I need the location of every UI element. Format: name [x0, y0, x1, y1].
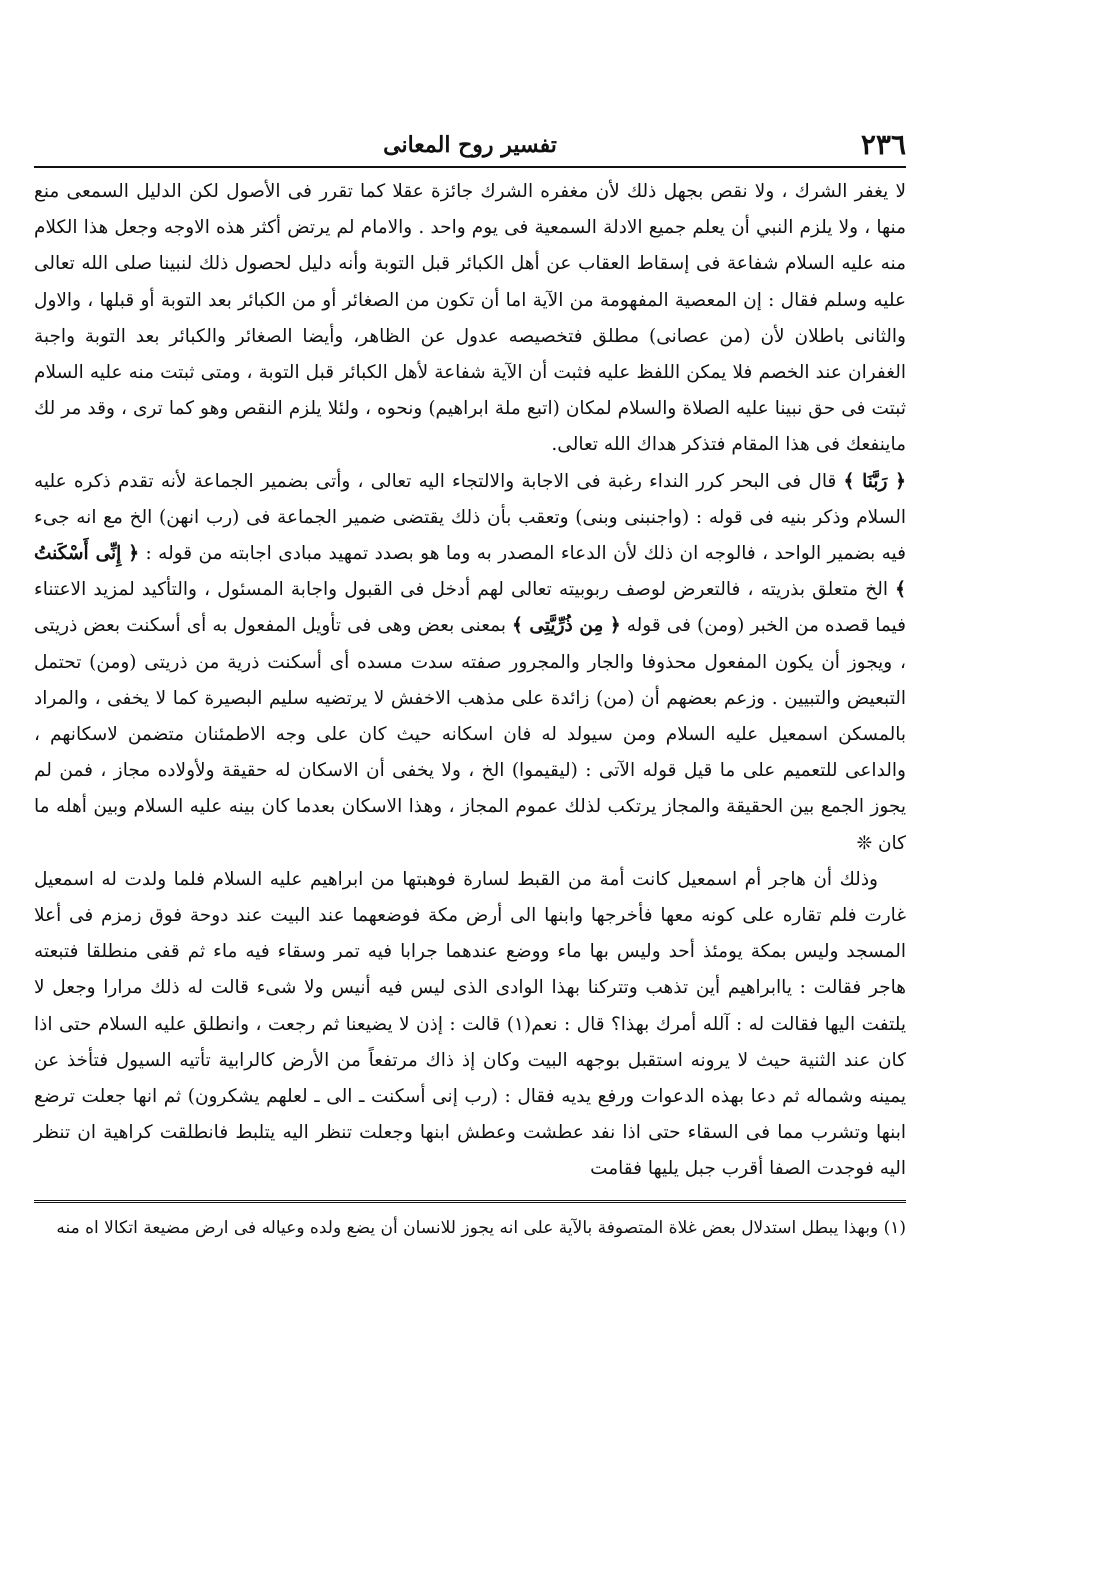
paragraph-2-text-a: قال فى البحر كرر النداء رغبة فى الاجابة والالتجاء اليه تعالى ، وأتى بضمير الجماعة لأنه تقدم ذكره عليه السلام وذكر بنيه فى قوله : (واجنبنى وبنى) وتعقب بأن ذلك يقتضى ضمير الجماعة فى (رب انهن) الخ مع انه جىء فيه بضمير الواحد ، فالوجه ان ذلك لأن الدعاء المصدر به وما هو بصدد تمهيد مبادى اجابته من قوله :: [34, 470, 906, 565]
footnote: [34, 1211, 906, 1245]
verse-inni-askantu: ﴿ إِنِّى أَسْكَنتُ ﴾: [34, 543, 906, 601]
page-number: ٢٣٦: [860, 128, 906, 161]
header-title: تفسير روح المعانى: [383, 132, 557, 158]
paragraph-3: وذلك أن هاجر أم اسمعيل كانت أمة من القبط لسارة فوهبتها من ابراهيم عليه السلام فلما ولدت له اسمعيل غارت فلم تقاره على كونه معها فأخرجها وابنها الى أرض مكة فوضعهما عند البيت عند دوحة فوق زمزم فى أعلا المسجد وليس بمكة يومئذ أحد وليس بها ماء ووضع عندهما جرابا فيه تمر وسقاء فيه ماء ثم قفى منطلقا فتبعته هاجر فقالت : ياابراهيم أين تذهب وتتركنا بهذا الوادى الذى ليس فيه أنيس ولا شىء قالت له ذلك مرارا وجعل لا يلتفت اليها فقالت له : آلله أمرك بهذا؟ قال : نعم(١) قالت : إذن لا يضيعنا ثم رجعت ، وانطلق عليه السلام حتى اذا كان عند الثنية حيث لا يرونه استقبل بوجهه البيت وكان إذ ذاك مرتفعاً من الأرض كالرابية تأتيه السيول فتأخذ عن يمينه وشماله ثم دعا بهذه الدعوات ورفع يديه فقال : (رب إنى أسكنت ـ الى ـ لعلهم يشكرون) ثم انها جعلت ترضع ابنها وتشرب مما فى السقاء حتى اذا نفد عطشت وعطش ابنها وجعلت تنظر اليه يتلبط فانطلقت كراهية ان تنظر اليه فوجدت الصفا أقرب جبل يليها فقامت: [34, 868, 906, 1180]
footnote-rule: [34, 1200, 906, 1203]
verse-min-dhurriyyati: ﴿ مِن ذُرِّيَّتِى ﴾: [512, 615, 621, 637]
paragraph-2-text-c: بمعنى بعض وهى فى تأويل المفعول به أى أسكنت بعض ذريتى ، ويجوز أن يكون المفعول محذوفا والجار والمجرور صفته سدت مسده أى أسكنت ذرية من ذريتى (ومن) تحتمل التبعيض والتبيين . وزعم بعضهم أن (من) زائدة على مذهب الاخفش لا يرتضيه سليم البصيرة كما لا يخفى ، والمراد بالمسكن اسمعيل عليه السلام ومن سيولد له فان اسكانه حيث كان على وجه الاطمئنان متضمن لاسكانهم ، والداعى للتعميم على ما قيل قوله الآتى : (ليقيموا) الخ ، ولا يخفى أن الاسكان له حقيقة ولأولاده مجاز ، فمن لم يجوز الجمع بين الحقيقة والمجاز يرتكب لذلك عموم المجاز ، وهذا الاسكان بعدما كان بينه عليه السلام وبين أهله ما كان ❊: [34, 615, 906, 854]
footnote-text: (١) وبهذا يبطل استدلال بعض غلاة المتصوفة بالآية على انه يجوز للانسان أن يضع ولده وعياله فى ارض مضيعة اتكالا اه منه: [56, 1217, 906, 1238]
header-rule: [34, 166, 906, 168]
paragraph-1: لا يغفر الشرك ، ولا نقص بجهل ذلك لأن مغفره الشرك جائزة عقلا كما تقرر فى الأصول لكن الدليل السمعى منع منها ، ولا يلزم النبي أن يعلم جميع الادلة السمعية فى يوم واحد . والامام لم يرتض أكثر هذه الاوجه وجعل هذا الكلام منه عليه السلام شفاعة فى إسقاط العقاب عن أهل الكبائر قبل التوبة وأنه دليل لحصول ذلك لنبينا صلى الله تعالى عليه وسلم فقال : إن المعصية المفهومة من الآية اما أن تكون من الصغائر أو من الكبائر بعد التوبة أو قبلها ، والاول والثانى باطلان لأن (من عصانى) مطلق فتخصيصه عدول عن الظاهر، وأيضا الصغائر والكبائر بعد التوبة واجبة الغفران عند الخصم فلا يمكن اللفظ عليه فثبت أن الآية شفاعة لأهل الكبائر قبل التوبة ، ومتى ثبتت منه عليه السلام ثبتت فى حق نبينا عليه الصلاة والسلام لمكان (اتبع ملة ابراهيم) ونحوه ، ولئلا يلزم النقص وهو كما ترى ، وقد مر لك ماينفعك فى هذا المقام فتذكر هداك الله تعالى.: [34, 181, 906, 456]
paragraph-2-text-b: الخ متعلق بذريته ، فالتعرض لوصف ربوبيته تعالى لهم أدخل فى القبول واجابة المسئول ، والتأكيد لمزيد الاعتناء فيما قصده من الخبر (ومن) فى قوله: [34, 579, 906, 637]
running-head: [34, 128, 906, 162]
page: [34, 128, 906, 1245]
body-text: [34, 174, 906, 1188]
verse-rabbana: ﴿ رَبَّنَا ﴾: [843, 470, 906, 492]
paragraph-2: [34, 464, 906, 862]
